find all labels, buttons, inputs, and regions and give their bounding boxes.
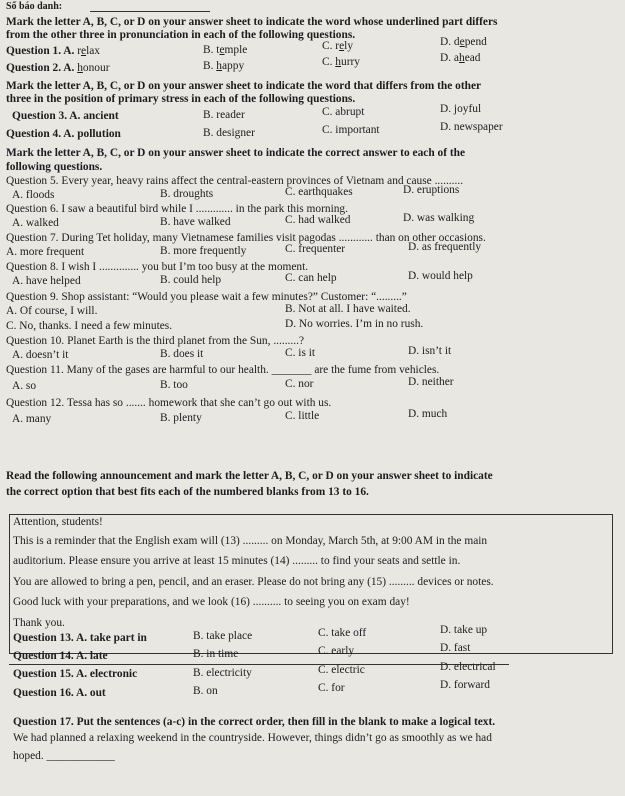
question-5: Question 5. Every year, heavy rains affect the central-eastern provinces of Vietnam and cause .......... bbox=[6, 175, 464, 187]
q6-option-d: D. was walking bbox=[403, 212, 475, 224]
q11-option-d: D. neither bbox=[408, 376, 454, 388]
q8-option-c: C. can help bbox=[285, 272, 337, 284]
question-16: Question 16. A. out bbox=[13, 687, 106, 699]
q2-option-b: B. happy bbox=[203, 60, 245, 72]
question-3: Question 3. A. ancient bbox=[12, 110, 119, 122]
section2-instruction: three in the position of primary stress in each of the following questions. bbox=[6, 93, 356, 105]
question-14: Question 14. A. late bbox=[13, 650, 108, 662]
section1-instruction: from the other three in pronunciation in each of the following questions. bbox=[6, 29, 356, 41]
q7-option-d: D. as frequently bbox=[408, 241, 482, 253]
q13-option-d: D. take up bbox=[440, 624, 488, 636]
question-15: Question 15. A. electronic bbox=[13, 668, 138, 680]
question-13: Question 13. A. take part in bbox=[13, 632, 147, 644]
q3-option-d: D. joyful bbox=[440, 103, 482, 115]
announcement-line: You are allowed to bring a pen, pencil, and an eraser. Please do not bring any (15) ......... devices or notes. bbox=[13, 576, 494, 588]
section4-instruction: the correct option that best fits each of the numbered blanks from 13 to 16. bbox=[6, 486, 369, 498]
q2-option-c: C. hurry bbox=[322, 56, 360, 68]
candidate-number-line bbox=[90, 11, 210, 12]
section3-instruction: following questions. bbox=[6, 161, 103, 173]
q7-option-c: C. frequenter bbox=[285, 243, 346, 255]
q12-option-c: C. little bbox=[285, 410, 320, 422]
question-1: Question 1. A. relax bbox=[6, 45, 100, 57]
q9-option-d: D. No worries. I’m in no rush. bbox=[285, 318, 424, 330]
question-7: Question 7. During Tet holiday, many Vietnamese families visit pagodas ............ than on other occasions. bbox=[6, 232, 486, 244]
q12-option-b: B. plenty bbox=[160, 412, 202, 424]
q1-option-c: C. rely bbox=[322, 40, 354, 52]
q6-option-b: B. have walked bbox=[160, 216, 231, 228]
q16-option-b: B. on bbox=[193, 685, 218, 697]
q10-option-c: C. is it bbox=[285, 347, 316, 359]
q11-option-a: A. so bbox=[12, 380, 37, 392]
section2-instruction: Mark the letter A, B, C, or D on your answer sheet to indicate the word that differs from the other bbox=[6, 80, 482, 92]
question-9: Question 9. Shop assistant: “Would you please wait a few minutes?” Customer: “.........” bbox=[6, 291, 407, 303]
q1-option-b: B. temple bbox=[203, 44, 248, 56]
q15-option-d: D. electrical bbox=[440, 661, 496, 673]
announcement-line: Thank you. bbox=[13, 617, 65, 629]
q10-option-a: A. doesn’t it bbox=[12, 349, 69, 361]
q16-option-d: D. forward bbox=[440, 679, 490, 691]
q6-option-a: A. walked bbox=[12, 217, 59, 229]
q8-option-d: D. would help bbox=[408, 270, 473, 282]
q4-option-d: D. newspaper bbox=[440, 121, 503, 133]
q14-option-c: C. early bbox=[318, 645, 355, 657]
notice-bottom-line bbox=[9, 664, 509, 665]
question-17-text: hoped. ____________ bbox=[13, 750, 115, 762]
q8-option-a: A. have helped bbox=[12, 275, 81, 287]
q15-option-c: C. electric bbox=[318, 664, 365, 676]
q9-option-b: B. Not at all. I have waited. bbox=[285, 303, 411, 315]
announcement-line: Attention, students! bbox=[13, 516, 103, 528]
announcement-line: auditorium. Please ensure you arrive at least 15 minutes (14) ......... to find your seats and settle in. bbox=[13, 555, 461, 567]
q4-option-c: C. important bbox=[322, 124, 380, 136]
q7-option-b: B. more frequently bbox=[160, 245, 247, 257]
section3-instruction: Mark the letter A, B, C, or D on your answer sheet to indicate the correct answer to each of the bbox=[6, 147, 466, 159]
question-17-text: We had planned a relaxing weekend in the countryside. However, things didn’t go as smoothly as we had bbox=[13, 732, 492, 744]
question-4: Question 4. A. pollution bbox=[6, 128, 121, 140]
q14-option-d: D. fast bbox=[440, 642, 471, 654]
q10-option-d: D. isn’t it bbox=[408, 345, 452, 357]
q2-option-d: D. ahead bbox=[440, 52, 481, 64]
section4-instruction: Read the following announcement and mark the letter A, B, C, or D on your answer sheet to indicate bbox=[6, 470, 493, 482]
q5-option-a: A. floods bbox=[12, 189, 55, 201]
question-6: Question 6. I saw a beautiful bird while I ............. in the park this morning. bbox=[6, 203, 348, 215]
q10-option-b: B. does it bbox=[160, 348, 204, 360]
question-17: Question 17. Put the sentences (a-c) in the correct order, then fill in the blank to make a logical text. bbox=[13, 716, 496, 728]
q5-option-b: B. droughts bbox=[160, 188, 214, 200]
question-11: Question 11. Many of the gases are harmful to our health. _______ are the fume from vehicles. bbox=[6, 364, 440, 376]
q7-option-a: A. more frequent bbox=[6, 246, 85, 258]
q12-option-a: A. many bbox=[12, 413, 52, 425]
q9-option-a: A. Of course, I will. bbox=[6, 305, 98, 317]
q5-option-d: D. eruptions bbox=[403, 184, 460, 196]
q1-option-d: D. depend bbox=[440, 36, 487, 48]
q12-option-d: D. much bbox=[408, 408, 448, 420]
q6-option-c: C. had walked bbox=[285, 214, 351, 226]
announcement-line: This is a reminder that the English exam will (13) ......... on Monday, March 5th, at 9:00 AM in the main bbox=[13, 535, 488, 547]
section1-instruction: Mark the letter A, B, C, or D on your answer sheet to indicate the word whose underlined part differs bbox=[6, 16, 498, 28]
q3-option-c: C. abrupt bbox=[322, 106, 365, 118]
q11-option-c: C. nor bbox=[285, 378, 314, 390]
q3-option-b: B. reader bbox=[203, 109, 245, 121]
q4-option-b: B. designer bbox=[203, 127, 255, 139]
question-2: Question 2. A. honour bbox=[6, 62, 110, 74]
q8-option-b: B. could help bbox=[160, 274, 222, 286]
q9-option-c: C. No, thanks. I need a few minutes. bbox=[6, 320, 173, 332]
q13-option-b: B. take place bbox=[193, 630, 253, 642]
announcement-line: Good luck with your preparations, and we look (16) .......... to seeing you on exam day! bbox=[13, 596, 410, 608]
question-12: Question 12. Tessa has so ....... homework that she can’t go out with us. bbox=[6, 397, 332, 409]
q15-option-b: B. electricity bbox=[193, 667, 252, 679]
candidate-number-label: Số báo danh: bbox=[6, 1, 63, 12]
q13-option-c: C. take off bbox=[318, 627, 367, 639]
question-8: Question 8. I wish I .............. you but I’m too busy at the moment. bbox=[6, 261, 309, 273]
q14-option-b: B. in time bbox=[193, 648, 239, 660]
question-10: Question 10. Planet Earth is the third planet from the Sun, .........? bbox=[6, 335, 305, 347]
q16-option-c: C. for bbox=[318, 682, 345, 694]
q11-option-b: B. too bbox=[160, 379, 188, 391]
q5-option-c: C. earthquakes bbox=[285, 186, 353, 198]
